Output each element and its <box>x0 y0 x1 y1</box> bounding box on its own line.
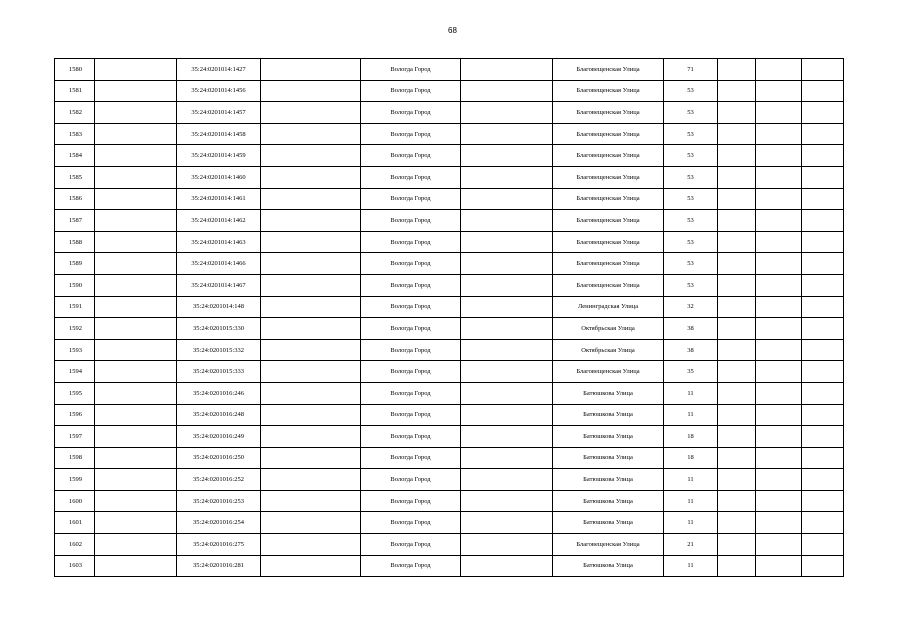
street-name: Батюшкова Улица <box>553 404 664 426</box>
empty-cell <box>261 490 361 512</box>
table-row <box>55 123 844 145</box>
empty-cell <box>718 166 756 188</box>
empty-cell <box>461 555 553 577</box>
cadastral-number: 35:24:0201014:1427 <box>177 59 261 81</box>
empty-cell <box>95 490 177 512</box>
empty-cell <box>261 166 361 188</box>
table-row <box>55 231 844 253</box>
house-number: 53 <box>664 231 718 253</box>
empty-cell <box>261 469 361 491</box>
house-number: 53 <box>664 145 718 167</box>
house-number: 11 <box>664 512 718 534</box>
empty-cell <box>95 447 177 469</box>
empty-cell <box>802 361 844 383</box>
city-name: Вологда Город <box>361 382 461 404</box>
table-row <box>55 426 844 448</box>
empty-cell <box>261 59 361 81</box>
street-name: Благовещенская Улица <box>553 188 664 210</box>
record-number: 1602 <box>55 534 95 556</box>
empty-cell <box>802 80 844 102</box>
street-name: Благовещенская Улица <box>553 59 664 81</box>
street-name: Октябрьская Улица <box>553 318 664 340</box>
empty-cell <box>95 102 177 124</box>
cadastral-number: 35:24:0201014:1457 <box>177 102 261 124</box>
empty-cell <box>718 404 756 426</box>
empty-cell <box>718 102 756 124</box>
record-number: 1584 <box>55 145 95 167</box>
city-name: Вологда Город <box>361 318 461 340</box>
street-name: Батюшкова Улица <box>553 512 664 534</box>
empty-cell <box>802 382 844 404</box>
street-name: Благовещенская Улица <box>553 80 664 102</box>
empty-cell <box>756 361 802 383</box>
cadastral-number: 35:24:0201015:330 <box>177 318 261 340</box>
city-name: Вологда Город <box>361 123 461 145</box>
empty-cell <box>718 123 756 145</box>
empty-cell <box>718 490 756 512</box>
empty-cell <box>718 534 756 556</box>
empty-cell <box>461 512 553 534</box>
empty-cell <box>261 188 361 210</box>
cadastral-number: 35:24:0201014:1462 <box>177 210 261 232</box>
empty-cell <box>261 274 361 296</box>
table-row <box>55 555 844 577</box>
table-row <box>55 361 844 383</box>
house-number: 53 <box>664 123 718 145</box>
table-row <box>55 59 844 81</box>
street-name: Благовещенская Улица <box>553 253 664 275</box>
empty-cell <box>95 361 177 383</box>
street-name: Батюшкова Улица <box>553 426 664 448</box>
empty-cell <box>802 123 844 145</box>
empty-cell <box>756 426 802 448</box>
empty-cell <box>756 296 802 318</box>
empty-cell <box>756 253 802 275</box>
house-number: 53 <box>664 80 718 102</box>
empty-cell <box>461 166 553 188</box>
city-name: Вологда Город <box>361 490 461 512</box>
table-row <box>55 102 844 124</box>
table-row <box>55 318 844 340</box>
city-name: Вологда Город <box>361 59 461 81</box>
empty-cell <box>261 447 361 469</box>
cadastral-number: 35:24:0201016:281 <box>177 555 261 577</box>
empty-cell <box>718 469 756 491</box>
record-number: 1598 <box>55 447 95 469</box>
house-number: 11 <box>664 490 718 512</box>
empty-cell <box>756 469 802 491</box>
registry-body <box>55 59 844 577</box>
empty-cell <box>95 296 177 318</box>
empty-cell <box>261 426 361 448</box>
empty-cell <box>718 188 756 210</box>
empty-cell <box>461 361 553 383</box>
empty-cell <box>756 274 802 296</box>
empty-cell <box>718 59 756 81</box>
house-number: 21 <box>664 534 718 556</box>
empty-cell <box>95 253 177 275</box>
empty-cell <box>756 123 802 145</box>
empty-cell <box>95 339 177 361</box>
table-row <box>55 512 844 534</box>
record-number: 1581 <box>55 80 95 102</box>
street-name: Благовещенская Улица <box>553 145 664 167</box>
record-number: 1595 <box>55 382 95 404</box>
cadastral-number: 35:24:0201016:250 <box>177 447 261 469</box>
city-name: Вологда Город <box>361 361 461 383</box>
street-name: Батюшкова Улица <box>553 469 664 491</box>
empty-cell <box>461 296 553 318</box>
empty-cell <box>756 555 802 577</box>
house-number: 53 <box>664 274 718 296</box>
empty-cell <box>461 80 553 102</box>
cadastral-number: 35:24:0201016:246 <box>177 382 261 404</box>
empty-cell <box>261 102 361 124</box>
empty-cell <box>261 382 361 404</box>
table-row <box>55 490 844 512</box>
street-name: Благовещенская Улица <box>553 274 664 296</box>
empty-cell <box>95 210 177 232</box>
empty-cell <box>261 318 361 340</box>
empty-cell <box>95 145 177 167</box>
cadastral-number: 35:24:0201016:275 <box>177 534 261 556</box>
empty-cell <box>718 145 756 167</box>
street-name: Батюшкова Улица <box>553 382 664 404</box>
cadastral-number: 35:24:0201014:1466 <box>177 253 261 275</box>
table-row <box>55 296 844 318</box>
house-number: 11 <box>664 382 718 404</box>
empty-cell <box>95 166 177 188</box>
empty-cell <box>261 512 361 534</box>
empty-cell <box>95 80 177 102</box>
table-row <box>55 404 844 426</box>
table-row <box>55 210 844 232</box>
record-number: 1592 <box>55 318 95 340</box>
empty-cell <box>461 447 553 469</box>
record-number: 1601 <box>55 512 95 534</box>
house-number: 32 <box>664 296 718 318</box>
empty-cell <box>261 534 361 556</box>
empty-cell <box>802 102 844 124</box>
empty-cell <box>461 188 553 210</box>
empty-cell <box>756 339 802 361</box>
empty-cell <box>802 59 844 81</box>
empty-cell <box>718 318 756 340</box>
empty-cell <box>261 145 361 167</box>
empty-cell <box>718 361 756 383</box>
empty-cell <box>718 80 756 102</box>
empty-cell <box>718 339 756 361</box>
empty-cell <box>461 318 553 340</box>
house-number: 53 <box>664 188 718 210</box>
empty-cell <box>461 123 553 145</box>
city-name: Вологда Город <box>361 80 461 102</box>
empty-cell <box>461 490 553 512</box>
record-number: 1593 <box>55 339 95 361</box>
empty-cell <box>802 404 844 426</box>
cadastral-number: 35:24:0201014:1458 <box>177 123 261 145</box>
street-name: Батюшкова Улица <box>553 447 664 469</box>
table-row <box>55 253 844 275</box>
empty-cell <box>756 59 802 81</box>
empty-cell <box>95 534 177 556</box>
record-number: 1594 <box>55 361 95 383</box>
empty-cell <box>756 404 802 426</box>
empty-cell <box>95 274 177 296</box>
city-name: Вологда Город <box>361 426 461 448</box>
record-number: 1585 <box>55 166 95 188</box>
empty-cell <box>802 253 844 275</box>
street-name: Благовещенская Улица <box>553 361 664 383</box>
empty-cell <box>756 102 802 124</box>
city-name: Вологда Город <box>361 469 461 491</box>
table-row <box>55 145 844 167</box>
house-number: 53 <box>664 166 718 188</box>
city-name: Вологда Город <box>361 447 461 469</box>
empty-cell <box>718 447 756 469</box>
empty-cell <box>802 339 844 361</box>
house-number: 18 <box>664 447 718 469</box>
cadastral-number: 35:24:0201015:333 <box>177 361 261 383</box>
empty-cell <box>718 231 756 253</box>
empty-cell <box>756 490 802 512</box>
house-number: 38 <box>664 318 718 340</box>
city-name: Вологда Город <box>361 512 461 534</box>
empty-cell <box>261 80 361 102</box>
table-row <box>55 339 844 361</box>
house-number: 53 <box>664 253 718 275</box>
city-name: Вологда Город <box>361 210 461 232</box>
empty-cell <box>261 339 361 361</box>
table-row <box>55 534 844 556</box>
record-number: 1589 <box>55 253 95 275</box>
record-number: 1580 <box>55 59 95 81</box>
cadastral-number: 35:24:0201016:252 <box>177 469 261 491</box>
empty-cell <box>802 210 844 232</box>
house-number: 71 <box>664 59 718 81</box>
empty-cell <box>461 145 553 167</box>
empty-cell <box>261 361 361 383</box>
city-name: Вологда Город <box>361 188 461 210</box>
empty-cell <box>718 296 756 318</box>
empty-cell <box>95 555 177 577</box>
street-name: Благовещенская Улица <box>553 534 664 556</box>
registry-table <box>54 58 844 577</box>
empty-cell <box>718 382 756 404</box>
empty-cell <box>461 534 553 556</box>
empty-cell <box>802 534 844 556</box>
street-name: Благовещенская Улица <box>553 210 664 232</box>
empty-cell <box>95 512 177 534</box>
empty-cell <box>756 80 802 102</box>
house-number: 11 <box>664 555 718 577</box>
empty-cell <box>461 59 553 81</box>
empty-cell <box>461 404 553 426</box>
empty-cell <box>461 469 553 491</box>
empty-cell <box>95 231 177 253</box>
empty-cell <box>95 188 177 210</box>
empty-cell <box>802 426 844 448</box>
empty-cell <box>461 426 553 448</box>
table-row <box>55 274 844 296</box>
empty-cell <box>261 555 361 577</box>
record-number: 1590 <box>55 274 95 296</box>
empty-cell <box>756 145 802 167</box>
street-name: Октябрьская Улица <box>553 339 664 361</box>
record-number: 1600 <box>55 490 95 512</box>
empty-cell <box>95 59 177 81</box>
record-number: 1587 <box>55 210 95 232</box>
record-number: 1582 <box>55 102 95 124</box>
street-name: Благовещенская Улица <box>553 231 664 253</box>
city-name: Вологда Город <box>361 166 461 188</box>
empty-cell <box>461 339 553 361</box>
empty-cell <box>261 231 361 253</box>
empty-cell <box>261 123 361 145</box>
house-number: 18 <box>664 426 718 448</box>
house-number: 53 <box>664 210 718 232</box>
city-name: Вологда Город <box>361 296 461 318</box>
empty-cell <box>802 490 844 512</box>
empty-cell <box>756 512 802 534</box>
cadastral-number: 35:24:0201014:1463 <box>177 231 261 253</box>
table-row <box>55 166 844 188</box>
record-number: 1599 <box>55 469 95 491</box>
empty-cell <box>802 145 844 167</box>
cadastral-number: 35:24:0201016:248 <box>177 404 261 426</box>
table-row <box>55 188 844 210</box>
cadastral-number: 35:24:0201016:253 <box>177 490 261 512</box>
empty-cell <box>718 426 756 448</box>
cadastral-number: 35:24:0201014:1459 <box>177 145 261 167</box>
empty-cell <box>802 231 844 253</box>
empty-cell <box>95 404 177 426</box>
cadastral-number: 35:24:0201016:254 <box>177 512 261 534</box>
empty-cell <box>461 231 553 253</box>
empty-cell <box>261 296 361 318</box>
house-number: 53 <box>664 102 718 124</box>
empty-cell <box>802 469 844 491</box>
empty-cell <box>756 447 802 469</box>
city-name: Вологда Город <box>361 404 461 426</box>
city-name: Вологда Город <box>361 534 461 556</box>
record-number: 1586 <box>55 188 95 210</box>
empty-cell <box>802 512 844 534</box>
table-row <box>55 447 844 469</box>
empty-cell <box>95 123 177 145</box>
page-number: 68 <box>448 26 457 35</box>
empty-cell <box>461 274 553 296</box>
record-number: 1596 <box>55 404 95 426</box>
empty-cell <box>718 210 756 232</box>
empty-cell <box>461 102 553 124</box>
empty-cell <box>261 210 361 232</box>
cadastral-number: 35:24:0201015:332 <box>177 339 261 361</box>
record-number: 1603 <box>55 555 95 577</box>
record-number: 1591 <box>55 296 95 318</box>
empty-cell <box>718 253 756 275</box>
city-name: Вологда Город <box>361 339 461 361</box>
city-name: Вологда Город <box>361 145 461 167</box>
house-number: 38 <box>664 339 718 361</box>
house-number: 11 <box>664 404 718 426</box>
street-name: Батюшкова Улица <box>553 555 664 577</box>
empty-cell <box>756 188 802 210</box>
street-name: Благовещенская Улица <box>553 166 664 188</box>
empty-cell <box>802 318 844 340</box>
empty-cell <box>718 555 756 577</box>
record-number: 1583 <box>55 123 95 145</box>
empty-cell <box>461 382 553 404</box>
empty-cell <box>802 555 844 577</box>
empty-cell <box>802 166 844 188</box>
empty-cell <box>461 253 553 275</box>
city-name: Вологда Город <box>361 555 461 577</box>
city-name: Вологда Город <box>361 253 461 275</box>
empty-cell <box>802 447 844 469</box>
city-name: Вологда Город <box>361 102 461 124</box>
street-name: Благовещенская Улица <box>553 102 664 124</box>
empty-cell <box>718 274 756 296</box>
empty-cell <box>261 404 361 426</box>
city-name: Вологда Город <box>361 274 461 296</box>
cadastral-number: 35:24:0201014:1461 <box>177 188 261 210</box>
table-row <box>55 80 844 102</box>
empty-cell <box>95 426 177 448</box>
house-number: 35 <box>664 361 718 383</box>
city-name: Вологда Город <box>361 231 461 253</box>
record-number: 1588 <box>55 231 95 253</box>
record-number: 1597 <box>55 426 95 448</box>
empty-cell <box>756 318 802 340</box>
empty-cell <box>756 166 802 188</box>
street-name: Благовещенская Улица <box>553 123 664 145</box>
cadastral-number: 35:24:0201014:1460 <box>177 166 261 188</box>
empty-cell <box>95 469 177 491</box>
cadastral-number: 35:24:0201016:249 <box>177 426 261 448</box>
street-name: Ленинградская Улица <box>553 296 664 318</box>
empty-cell <box>756 534 802 556</box>
street-name: Батюшкова Улица <box>553 490 664 512</box>
table-row <box>55 382 844 404</box>
table-row <box>55 469 844 491</box>
empty-cell <box>756 210 802 232</box>
empty-cell <box>718 512 756 534</box>
empty-cell <box>261 253 361 275</box>
empty-cell <box>802 188 844 210</box>
empty-cell <box>95 318 177 340</box>
house-number: 11 <box>664 469 718 491</box>
empty-cell <box>756 382 802 404</box>
empty-cell <box>802 274 844 296</box>
cadastral-number: 35:24:0201014:1456 <box>177 80 261 102</box>
cadastral-number: 35:24:0201014:1467 <box>177 274 261 296</box>
empty-cell <box>756 231 802 253</box>
empty-cell <box>95 382 177 404</box>
empty-cell <box>802 296 844 318</box>
cadastral-number: 35:24:0201014:148 <box>177 296 261 318</box>
empty-cell <box>461 210 553 232</box>
